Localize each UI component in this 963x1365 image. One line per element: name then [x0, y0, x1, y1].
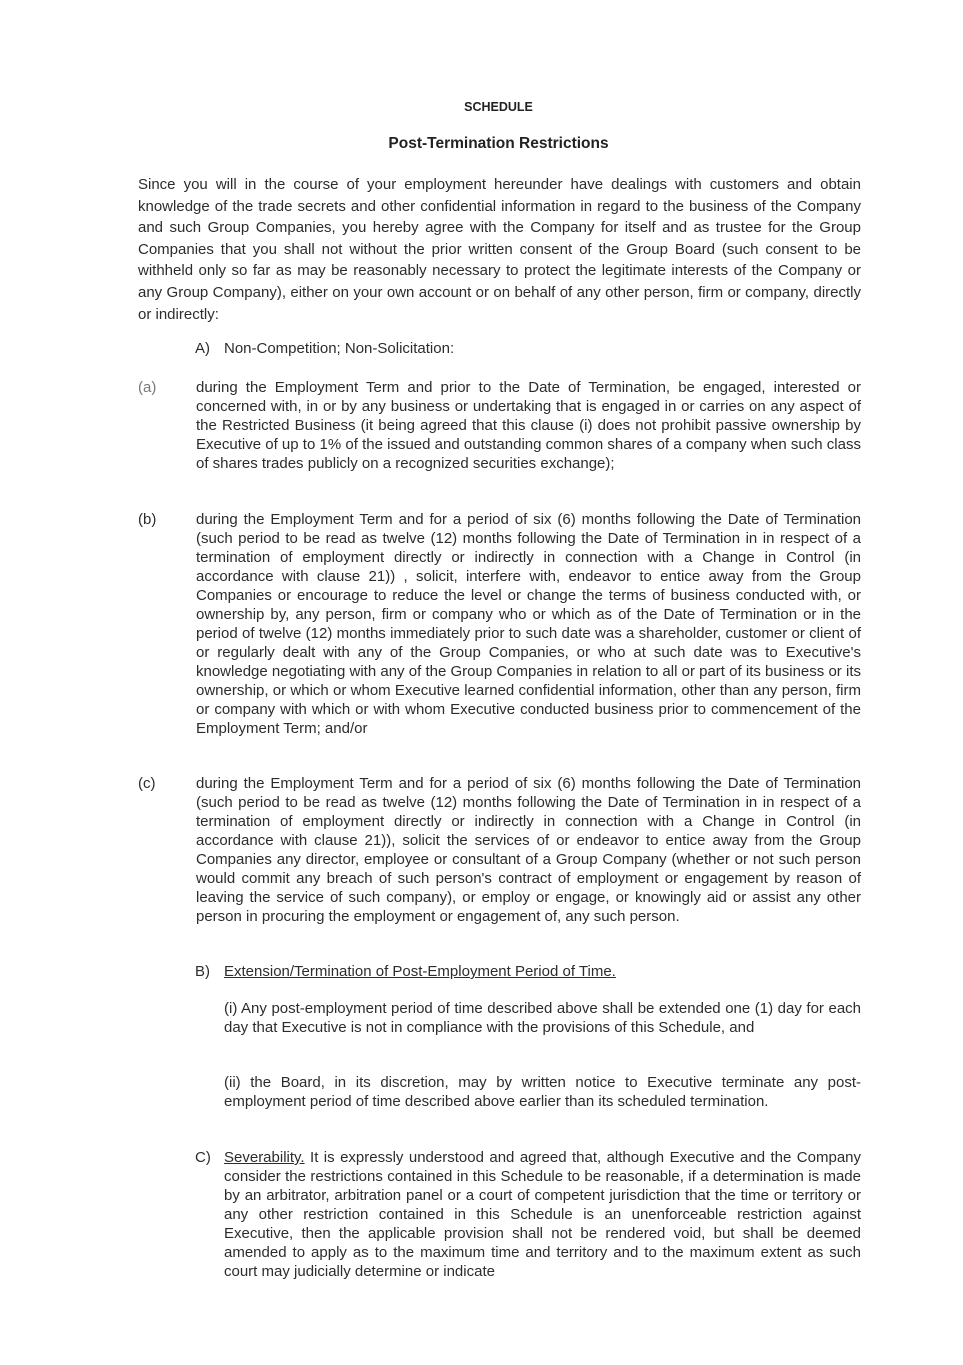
item-a-marker: (a) [138, 379, 157, 396]
item-c-marker: (c) [138, 775, 156, 792]
section-a-title: Non-Competition; Non-Solicitation: [224, 340, 455, 357]
section-b-para-ii: (ii) the Board, in its discretion, may by written notice to Executive terminate any post-employment period of time described above earlier than its scheduled termination. [224, 1074, 861, 1110]
section-b-title: Extension/Termination of Post-Employment Period of Time. [224, 963, 616, 980]
item-b-marker: (b) [138, 511, 157, 528]
item-a-text: during the Employment Term and prior to the Date of Termination, be engaged, interested or concerned with, in or by any business or undertaking that is engaged in or carries on any aspect of the Restricted Business (it being agreed that this clause (i) does not prohibit passive ownership by Executive of up to 1% of the issued and outstanding common shares of a company when such class of shares trades publicly on a recognized securities exchange); [196, 379, 861, 472]
schedule-heading: SCHEDULE [464, 100, 533, 114]
section-a-heading [195, 339, 454, 359]
section-c-text: It is expressly understood and agreed that, although Executive and the Company consider the restrictions contained in this Schedule to be reasonable, if a determination is made by an arbitrator, arbitration panel or a court of competent jurisdiction that the time or territory or any other restriction contained in this Schedule is an unenforceable restriction against Executive, then the applicable provision shall not be rendered void, but shall be deemed amended to apply as to the maximum time and territory and to the maximum extent as such court may judicially determine or indicate [224, 1149, 861, 1280]
section-c-paragraph [224, 1148, 861, 1281]
section-c-title: Severability. [224, 1149, 305, 1166]
section-c-label: C) [195, 1149, 211, 1166]
section-b-para-i: (i) Any post-employment period of time described above shall be extended one (1) day for each day that Executive is not in compliance with the provisions of this Schedule, and [224, 1000, 861, 1036]
item-c-text: during the Employment Term and for a period of six (6) months following the Date of Termination (such period to be read as twelve (12) months following the Date of Termination in in respect of a termination of employment directly or indirectly in connection with a Change in Control (in accordance with clause 21)), solicit the services of or endeavor to entice away from the Group Companies any director, employee or consultant of a Group Company (whether or not such person would commit any breach of such person's contract of employment or engagement by reason of leaving the service of such company), or employ or engage, or knowingly aid or assist any other person in procuring the employment or engagement of, any such person. [196, 775, 861, 925]
item-b-text: during the Employment Term and for a period of six (6) months following the Date of Termination (such period to be read as twelve (12) months following the Date of Termination in in respect of a termination of employment directly or indirectly in connection with a Change in Control (in accordance with clause 21)) , solicit, interfere with, endeavor to entice away from the Group Companies or encourage to reduce the level or change the terms of business conducted with, or ownership by, any person, firm or company who or which as of the Date of Termination or in the period of twelve (12) months immediately prior to such date was a shareholder, customer or client of or regularly dealt with any of the Group Companies, or who at such date was to Executive's knowledge negotiating with any of the Group Companies in relation to all or part of its business or its ownership, or which or whom Executive learned confidential information, other than any person, firm or company with which or with whom Executive conducted business prior to commencement of the Employment Term; and/or [196, 511, 861, 737]
section-a-label: A) [195, 340, 210, 357]
intro-paragraph: Since you will in the course of your employment hereunder have dealings with customers and obtain knowledge of the trade secrets and other confidential information in regard to the business of the Company and such Group Companies, you hereby agree with the Company for itself and as trustee for the Group Companies that you shall not without the prior written consent of the Group Board (such consent to be withheld only so far as may be reasonably necessary to protect the legitimate interests of the Company or any Group Company), either on your own account or on behalf of any other person, firm or company, directly or indirectly: [138, 176, 861, 323]
section-b-label: B) [195, 963, 210, 980]
document-title: Post-Termination Restrictions [388, 135, 609, 152]
